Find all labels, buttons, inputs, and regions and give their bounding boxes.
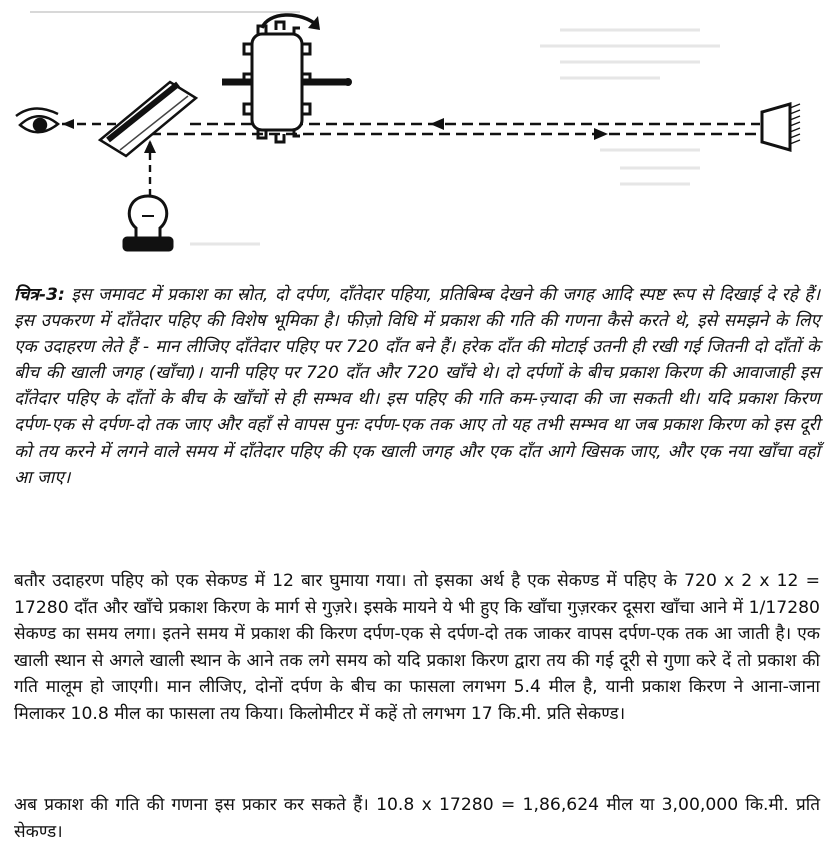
light-bulb-icon: [124, 196, 172, 250]
fizeau-apparatus-diagram: [0, 0, 834, 270]
caption-text: इस जमावट में प्रकाश का स्रोत, दो दर्पण, दाँतेदार पहिया, प्रतिबिम्ब देखने की जगह आदि स्पष्ट रूप से दिखाई दे रहे हैं। इस उपकरण में दाँतेदार पहिए की विशेष भूमिका है। फीज़ो विधि में प्रकाश की गति की गणना कैसे करते थे, इसे समझने के लिए एक उदाहरण लेते हैं - मान लीजिए दाँतेदार पहिए पर 720 दाँत बने हैं। हरेक दाँत की मोटाई उतनी ही रखी गई जितनी दो दाँतों के बीच की खाली जगह (खाँचा)। यानी पहिए पर 720 दाँत और 720 खाँचे थे। दो दर्पणों के बीच प्रकाश किरण की आवाजाही इस दाँतेदार पहिए के दाँतों के बीच के खाँचों से ही सम्भव थी। इस पहिए की गति कम-ज़्यादा की जा सकती थी। यदि प्रकाश किरण दर्पण-एक से दर्पण-दो तक जाए और वहाँ से वापस पुनः दर्पण-एक तक आए तो यह तभी सम्भव था जब प्रकाश किरण को इस दूरी को तय करने में लगने वाले समय में दाँतेदार पहिए की एक खाली जगह और एक दाँत आगे खिसक जाए, और एक नया खाँचा वहाँ आ जाए।: [14, 285, 820, 488]
body-paragraph-1: बतौर उदाहरण पहिए को एक सेकण्ड में 12 बार घुमाया गया। तो इसका अर्थ है एक सेकण्ड में पहिए के 720 x 2 x 12 = 17280 दाँत और खाँचे प्रकाश किरण के मार्ग से गुज़रे। इसके मायने ये भी हुए कि खाँचा गुज़रकर दूसरा खाँचा आने में 1/17280 सेकण्ड का समय लगा। इतने समय में प्रकाश की किरण दर्पण-एक से दर्पण-दो तक जाकर वापस दर्पण-एक तक आ जाती है। एक खाली स्थान से अगले खाली स्थान के आने तक लगे समय को यदि प्रकाश किरण द्वारा तय की गई दूरी से गुणा करे दें तो प्रकाश की गति मालूम हो जाएगी। मान लीजिए, दोनों दर्पण के बीच का फासला लगभग 5.4 मील है, यानी प्रकाश किरण ने आना-जाना मिलाकर 10.8 मील का फासला तय किया। किलोमीटर में कहें तो लगभग 17 कि.मी. प्रति सेकण्ड।: [14, 571, 820, 724]
distant-mirror: [762, 104, 800, 150]
lamp-light-beam: [144, 140, 156, 196]
body-paragraph-2: अब प्रकाश की गति की गणना इस प्रकार कर सकते हैं। 10.8 x 17280 = 1,86,624 मील या 3,00,000 कि.मी. प्रति सेकण्ड।: [14, 795, 820, 842]
eye-icon: [16, 108, 58, 132]
figure-caption: [14, 282, 820, 491]
caption-label: चित्र-3:: [14, 285, 65, 305]
outgoing-light-beam: [150, 128, 760, 140]
